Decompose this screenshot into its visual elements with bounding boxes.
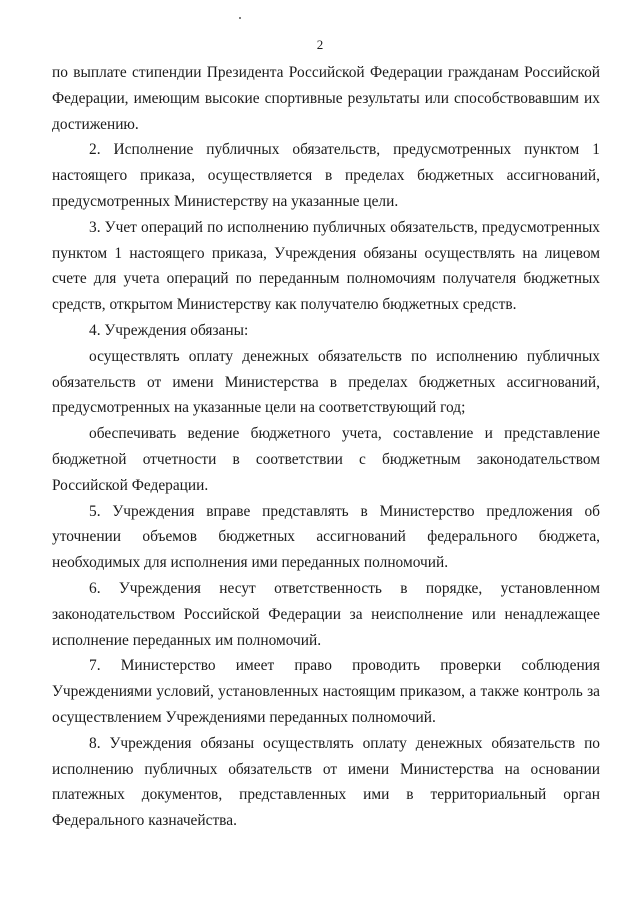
- paragraph-continuation: по выплате стипендии Президента Российской Федерации гражданам Российской Федерации, имеющим высокие спортивные результаты или способствовавшим их достижению.: [52, 64, 600, 133]
- scan-speck: [239, 17, 241, 19]
- paragraph-2: 2. Исполнение публичных обязательств, предусмотренных пунктом 1 настоящего приказа, осуществляется в пределах бюджетных ассигнований, предусмотренных Министерству на указанные цели.: [52, 141, 600, 210]
- document-body: [52, 60, 600, 834]
- paragraph-7: 7. Министерство имеет право проводить проверки соблюдения Учреждениями условий, установленных настоящим приказом, а также контроль за осуществлением Учреждениями переданных полномочий.: [52, 657, 600, 726]
- paragraph-4-item-1: осуществлять оплату денежных обязательств по исполнению публичных обязательств от имени Министерства в пределах бюджетных ассигнований, предусмотренных на указанные цели на соответствующий год;: [52, 347, 600, 417]
- paragraph-6: 6. Учреждения несут ответственность в порядке, установленном законодательством Российской Федерации за неисполнение или ненадлежащее исполнение переданных им полномочий.: [52, 579, 600, 649]
- paragraph-8: 8. Учреждения обязаны осуществлять оплату денежных обязательств по исполнению публичных обязательств от имени Министерства на основании платежных документов, представленных ими в территориальный орган Федерального казначейства.: [52, 734, 600, 830]
- paragraph-3: 3. Учет операций по исполнению публичных обязательств, предусмотренных пунктом 1 настоящего приказа, Учреждения обязаны осуществлять на лицевом счете для учета операций по переданным полномочиям получателя бюджетных средств, открытом Министерству как получателю бюджетных средств.: [52, 218, 600, 314]
- page-number: 2: [316, 37, 324, 52]
- paragraph-4-item-2: обеспечивать ведение бюджетного учета, составление и представление бюджетной отчетности в соответствии с бюджетным законодательством Российской Федерации.: [52, 425, 600, 494]
- paragraph-5: 5. Учреждения вправе представлять в Министерство предложения об уточнении объемов бюджетных ассигнований федерального бюджета, необходимых для исполнения ими переданных полномочий.: [52, 502, 600, 572]
- paragraph-4: 4. Учреждения обязаны:: [89, 321, 249, 339]
